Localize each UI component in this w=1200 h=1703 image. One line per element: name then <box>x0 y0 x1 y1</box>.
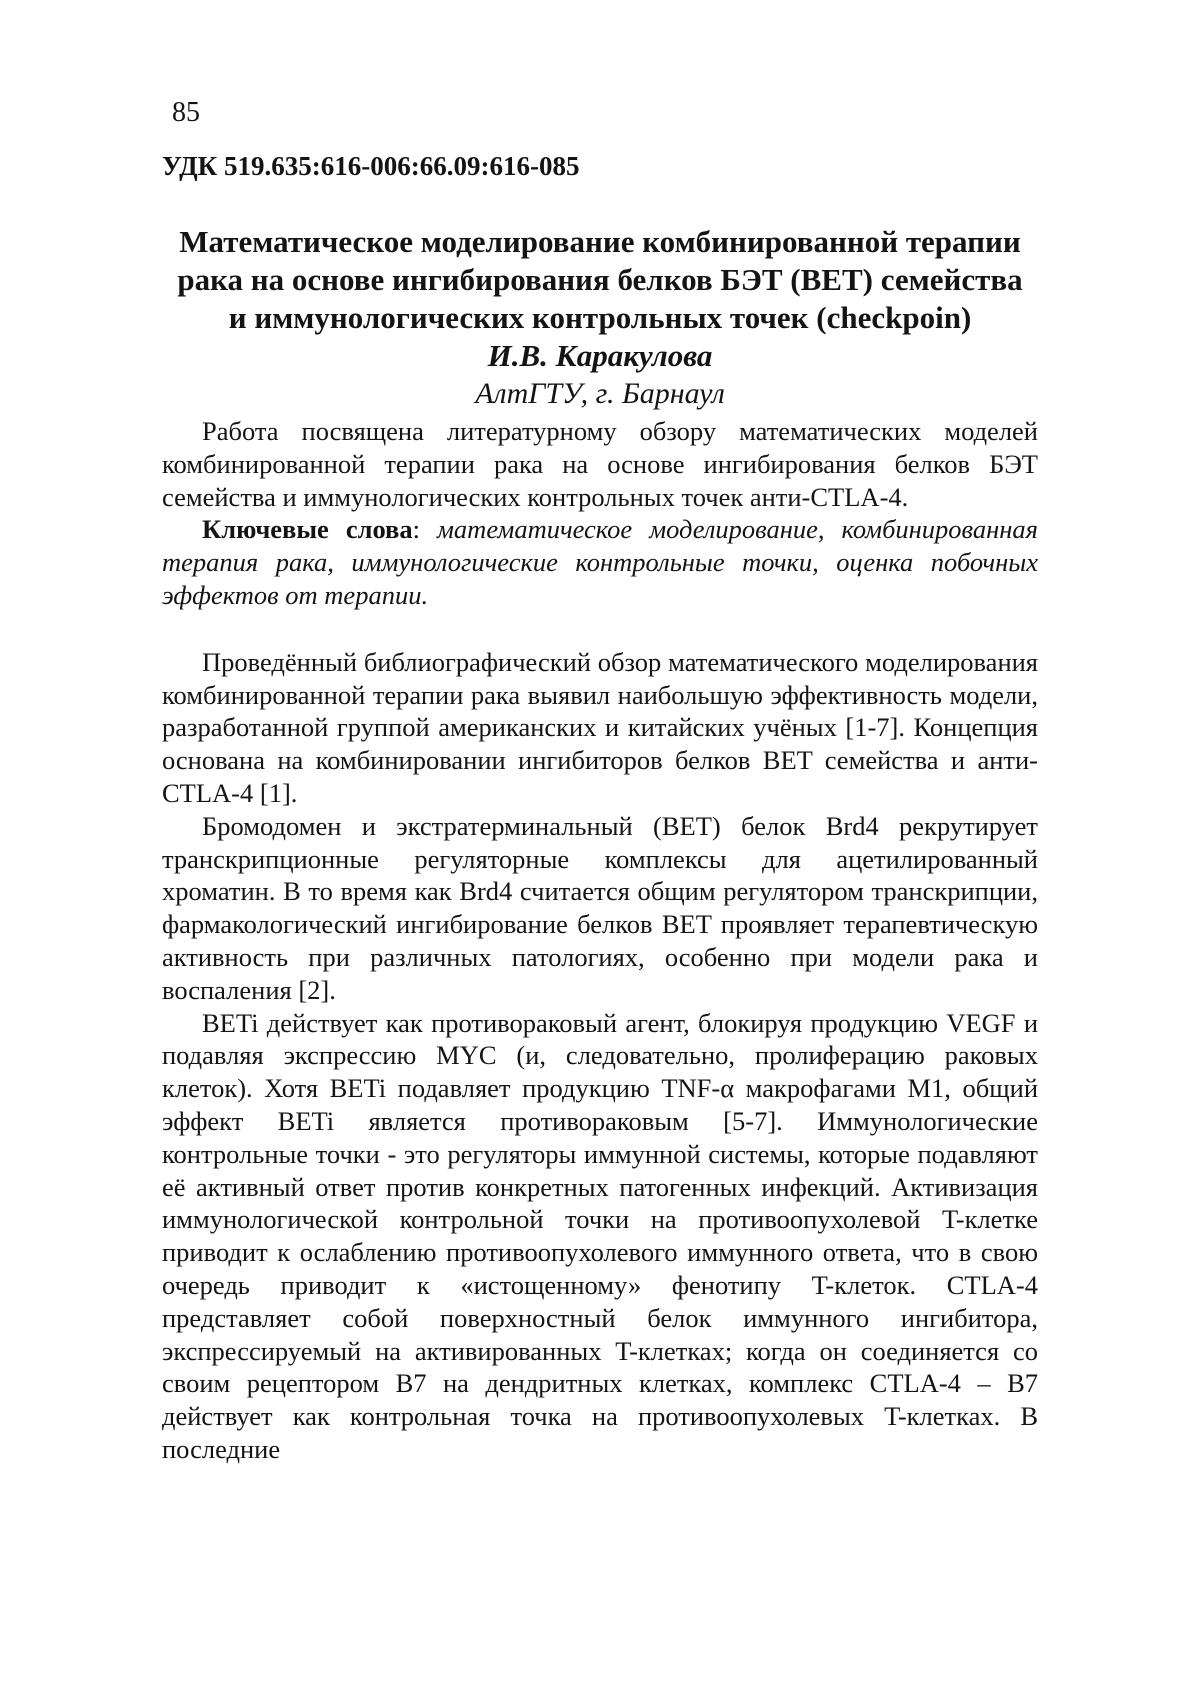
keywords-label: Ключевые слова <box>202 514 413 545</box>
article-title: Математическое моделирование комбинированной терапии рака на основе ингибирования белков БЭТ (BET) семейства и иммунологических контрольных точек (checkpoin) <box>177 224 1023 335</box>
keywords-text: математическое моделирование, комбинированная терапия рака, иммунологические контрольные точки, оценка побочных эффектов от терапии. <box>162 514 1038 610</box>
udk-code: УДК 519.635:616-006:66.09:616-085 <box>162 151 580 181</box>
author-affiliation: АлтГТУ, г. Барнаул <box>475 377 725 410</box>
author-name: И.В. Каракулова <box>487 338 713 373</box>
abstract-paragraph: Работа посвящена литературному обзору математических моделей комбинированной терапии рака на основе ингибирования белков БЭТ семейства и иммунологических контрольных точек анти-CTLA-4. <box>162 416 1038 512</box>
page-number: 85 <box>172 97 200 128</box>
document-page <box>162 95 1038 1466</box>
body-paragraph: BETi действует как противораковый агент, блокируя продукцию VEGF и подавляя экспрессию MYC (и, следовательно, пролиферацию раковых клеток). Хотя BETi подавляет продукцию TNF-α макрофагами M1, общий эффект BETi является противораковым [5-7]. Иммунологические контрольные точки - это регуляторы иммунной системы, которые подавляют её активный ответ против конкретных патогенных инфекций. Активизация иммунологической контрольной точки на противоопухолевой T-клетке приводит к ослаблению противоопухолевого иммунного ответа, что в свою очередь приводит к «истощенному» фенотипу T-клеток. CTLA-4 представляет собой поверхностный белок иммунного ингибитора, экспрессируемый на активированных T-клетках; когда он соединяется со своим рецептором B7 на дендритных клетках, комплекс CTLA-4 – B7 действует как контрольная точка на противоопухолевых T-клетках. В последние <box>162 1007 1038 1464</box>
keywords-paragraph <box>162 513 1038 611</box>
keywords-separator: : <box>412 514 438 545</box>
body-paragraph: Бромодомен и экстратерминальный (BET) белок Brd4 рекрутирует транскрипционные регуляторные комплексы для ацетилированный хроматин. В то время как Brd4 считается общим регулятором транскрипции, фармакологический ингибирование белков BET проявляет терапевтическую активность при различных патологиях, особенно при модели рака и воспаления [2]. <box>162 810 1038 1005</box>
body-paragraph: Проведённый библиографический обзор математического моделирования комбинированной терапии рака выявил наибольшую эффективность модели, разработанной группой американских и китайских учёных [1-7]. Концепция основана на комбинировании ингибиторов белков BET семейства и анти-CTLA-4 [1]. <box>162 646 1038 808</box>
